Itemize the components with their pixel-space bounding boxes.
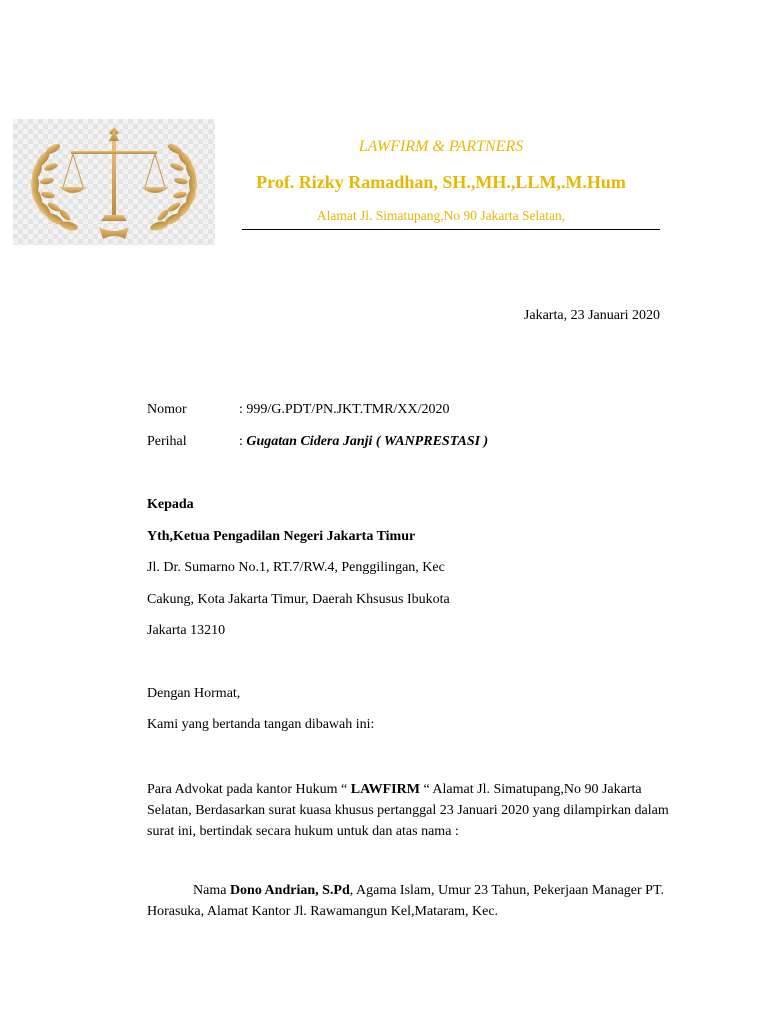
kepada-label: Kepada — [147, 497, 194, 512]
firm-name: LAWFIRM & PARTNERS — [358, 138, 524, 155]
nomor-label: Nomor — [147, 402, 187, 417]
para2-text-b: , Agama Islam, Umur 23 Tahun, Pekerjaan Manager PT. Horasuka, Alamat Kantor Jl. Rawamangun Kel,Mataram, Kec. — [147, 883, 664, 919]
perihal-value: Gugatan Cidera Janji ( WANPRESTASI ) — [246, 434, 489, 449]
para1-firm-bold: LAWFIRM — [350, 782, 420, 797]
letterhead-divider — [242, 229, 660, 230]
firm-principal: Prof. Rizky Ramadhan, SH.,MH.,LLM,.M.Hum — [256, 172, 626, 192]
perihal-colon: : — [239, 434, 247, 449]
para2-text-a: Nama — [193, 883, 230, 898]
paragraph-advocates — [147, 779, 677, 842]
recipient-address-line-3: Jakarta 13210 — [147, 623, 226, 638]
intro-line: Kami yang bertanda tangan dibawah ini: — [147, 717, 375, 732]
perihal-label: Perihal — [147, 434, 187, 449]
paragraph-client — [147, 880, 677, 922]
para1-text-a: Para Advokat pada kantor Hukum “ — [147, 782, 351, 797]
nomor-value: : 999/G.PDT/PN.JKT.TMR/XX/2020 — [239, 402, 450, 417]
client-name-bold: Dono Andrian, S.Pd — [229, 883, 350, 898]
recipient-address-line-2: Cakung, Kota Jakarta Timur, Daerah Khsusus Ibukota — [147, 592, 450, 607]
recipient-name: Yth,Ketua Pengadilan Negeri Jakarta Timur — [147, 529, 416, 544]
perihal-row — [147, 434, 488, 450]
firm-address: Alamat Jl. Simatupang,No 90 Jakarta Selatan, — [316, 208, 566, 223]
letter-date: Jakarta, 23 Januari 2020 — [523, 308, 660, 323]
para1-text-b: “ Alamat Jl. Simatupang,No 90 Jakarta Selatan, Berdasarkan surat kuasa khusus pertanggal 23 Januari 2020 yang dilampirkan dalam surat ini, bertindak secara hukum untuk dan atas nama : — [147, 782, 669, 839]
greeting: Dengan Hormat, — [147, 686, 241, 701]
recipient-address-line-1: Jl. Dr. Sumarno No.1, RT.7/RW.4, Penggilingan, Kec — [147, 560, 445, 575]
nomor-row — [147, 402, 450, 418]
